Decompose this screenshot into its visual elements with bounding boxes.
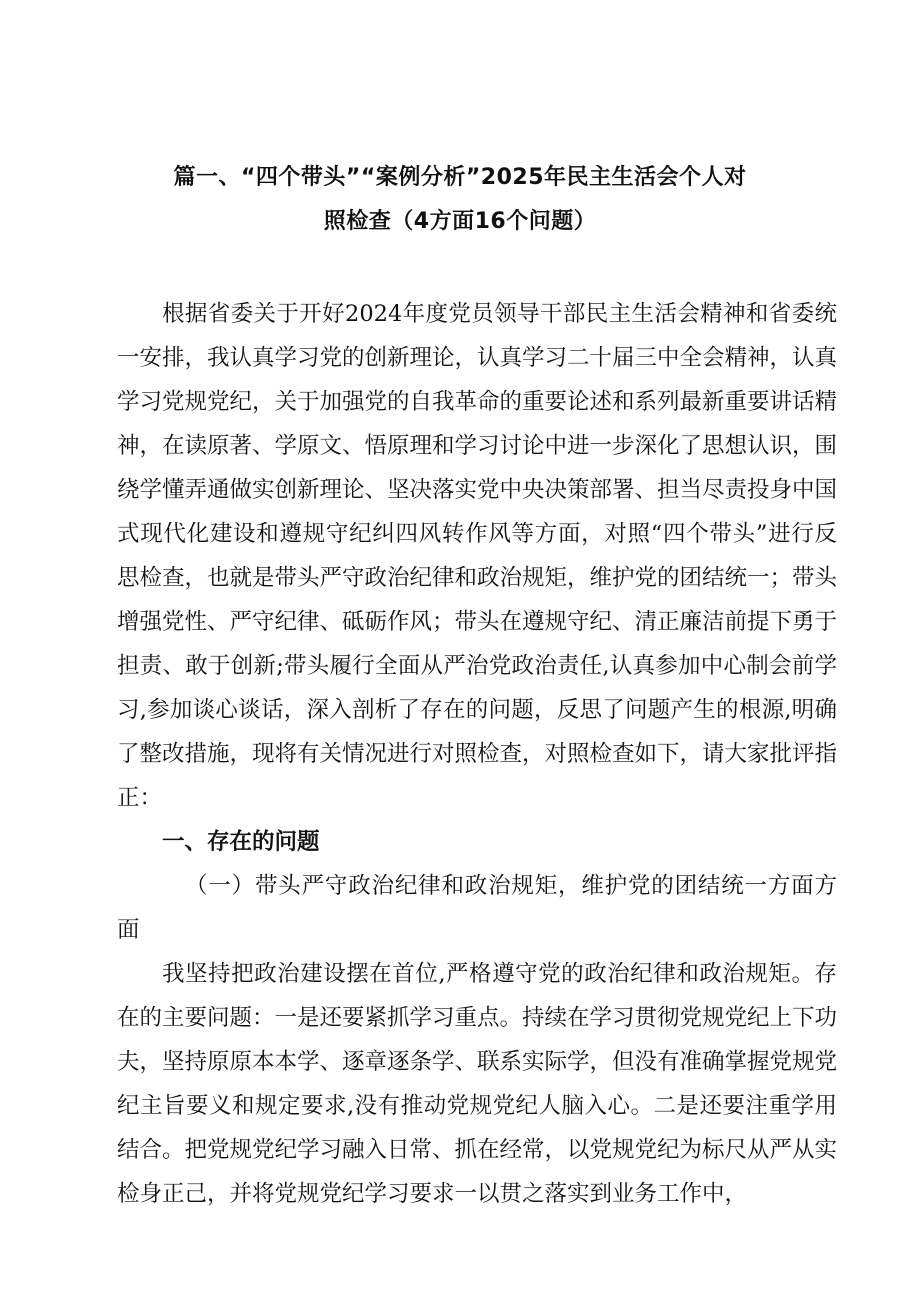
document-title-line-2: 照检查（4方面16个问题）	[323, 209, 597, 234]
subsection-paragraph-1: 我坚持把政治建设摆在首位,严格遵守党的政治纪律和政治规矩。存在的主要问题：一是还要紧抓学习重点。持续在学习贯彻党规党纪上下功夫，坚持原原本本学、逐章逐条学、联系实际学，但没有准确掌握党规党纪主旨要义和规定要求,没有推动党规党纪人脑入心。二是还要注重学用结合。把党规党纪学习融入日常、抓在经常，以党规党纪为标尺从严从实检身正己，并将党规党纪学习要求一以贯之落实到业务工作中，	[117, 961, 838, 1207]
document-body	[117, 292, 837, 1216]
intro-paragraph: 根据省委关于开好2024年度党员领导干部民主生活会精神和省委统一安排，我认真学习党的创新理论，认真学习二十届三中全会精神，认真学习党规党纪，关于加强党的自我革命的重要论述和系列最新重要讲话精神，在读原著、学原文、悟原理和学习讨论中进一步深化了思想认识，围绕学懂弄通做实创新理论、坚决落实党中央决策部署、担当尽责投身中国式现代化建设和遵规守纪纠四风转作风等方面，对照“四个带头”进行反思检查，也就是带头严守政治纪律和政治规矩，维护党的团结统一；带头增强党性、严守纪律、砥砺作风；带头在遵规守纪、清正廉洁前提下勇于担责、敢于创新;带头履行全面从严治党政治责任,认真参加中心制会前学习,参加谈心谈话，深入剖析了存在的问题，反思了问题产生的根源,明确了整改措施，现将有关情况进行对照检查，对照检查如下，请大家批评指正：	[117, 301, 838, 811]
section-heading-problems: 一、存在的问题	[162, 829, 320, 855]
document-title-line-1: 篇一、“四个带头”“案例分析”2025年民主生活会个人对	[173, 165, 747, 190]
subsection-heading-1: （一）带头严守政治纪律和政治规矩，维护党的团结统一方面方面	[117, 873, 837, 943]
